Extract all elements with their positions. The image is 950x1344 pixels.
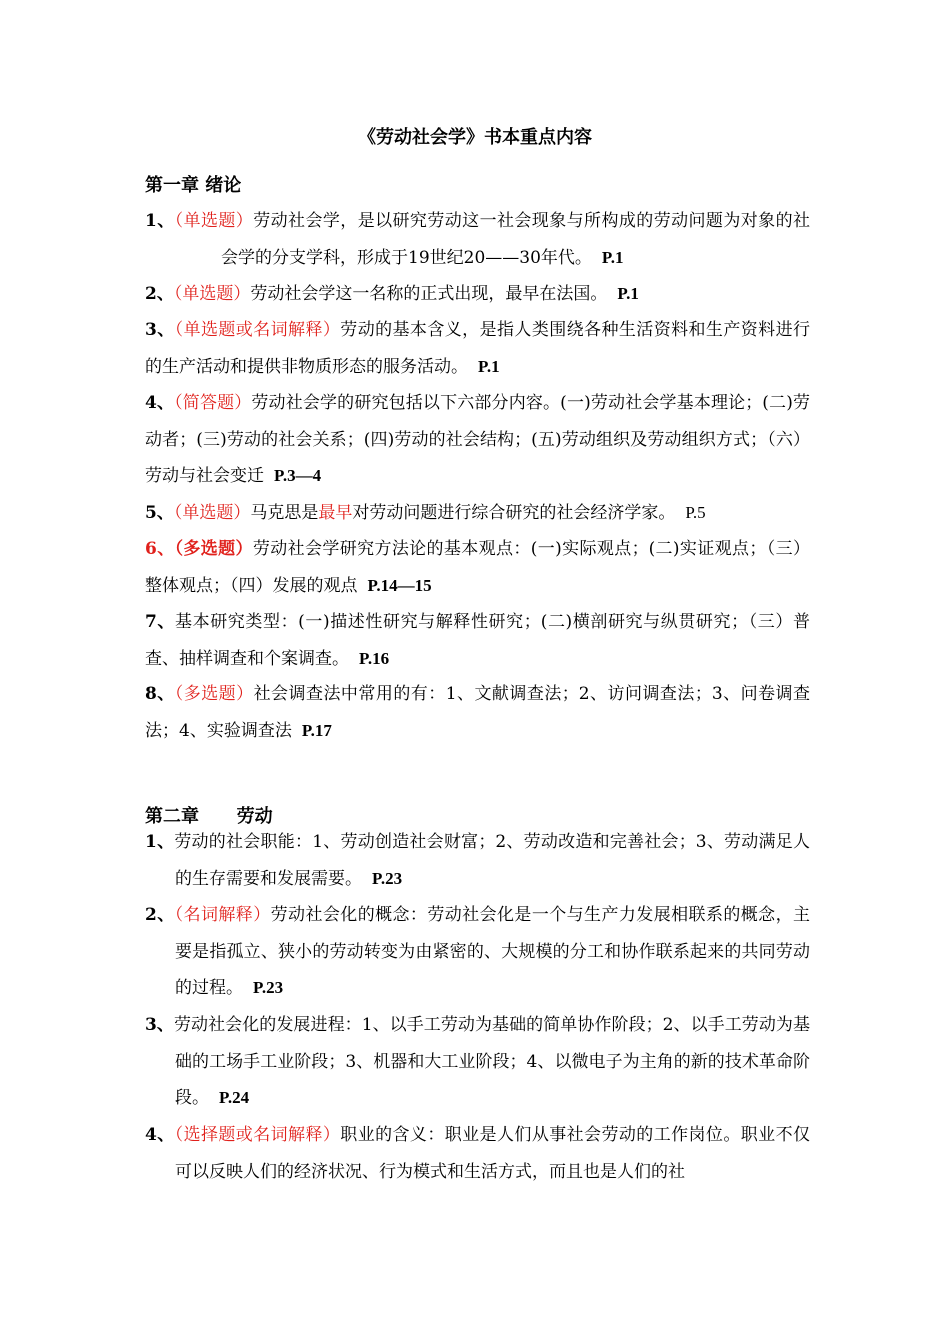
question-type-tag: （单选题） [173,503,251,523]
question-type-tag: （单选题） [174,211,254,231]
item-number: 7、 [145,612,176,632]
list-item [145,276,810,313]
item-text: 劳动社会学研究方法论的基本观点：(一)实际观点；(二)实证观点；（三）整体观点；（四）发展的观点 [145,539,810,596]
question-type-tag: （名词解释） [174,905,271,925]
item-text: 劳动社会学，是以研究劳动这一社会现象与所构成的劳动问题为对象的社会学的分支学科，形成于19世纪20——30年代。 [221,211,810,268]
item-text: 社会调查法中常用的有：1、文献调查法；2、访问调查法；3、问卷调查法；4、实验调查法 [145,684,810,741]
item-number: 2、 [145,905,175,925]
page-reference: P.1 [478,356,500,376]
item-text: 基本研究类型：(一)描述性研究与解释性研究；(二)横剖研究与纵贯研究；（三）普查、抽样调查和个案调查。 [145,612,810,669]
document-title: 《劳动社会学》书本重点内容 [358,127,592,148]
page-reference: P.14—15 [367,575,432,595]
item-text: 劳动社会学这一名称的正式出现，最早在法国。 [250,284,608,304]
item-number: 3、 [145,1015,174,1035]
page-reference: P.23 [372,868,403,888]
page-reference: P.24 [219,1088,250,1107]
page-reference: P.16 [359,648,390,668]
item-text: 对劳动问题进行综合研究的社会经济学家。 [352,503,676,523]
chapter-heading: 第二章 劳动 [145,806,273,827]
item-text: 劳动的社会职能：1、劳动创造社会财富；2、劳动改造和完善社会；3、劳动满足人的生存需要和发展需要。 [174,832,810,889]
list-item [145,604,810,677]
list-item [145,495,810,532]
question-type-tag: （单选题） [173,284,251,304]
list-item [145,312,810,385]
item-number: 4、 [145,393,175,413]
page-reference: P.23 [253,978,284,997]
item-number: 2、 [145,284,174,304]
question-type-tag: （多选题） [174,539,253,559]
item-number: 8、 [145,684,175,704]
item-text: 劳动社会学的研究包括以下六部分内容。(一)劳动社会学基本理论；(二)劳动者；(三)劳动的社会关系；(四)劳动的社会结构；(五)劳动组织及劳动组织方式；（六）劳动与社会变迁 [145,393,810,486]
item-number: 1、 [145,211,175,231]
item-number: 6、 [145,539,175,559]
page-reference: P.17 [301,720,332,740]
item-text: 马克思是 [250,503,319,523]
item-number: 3、 [145,320,175,340]
item-number: 4、 [145,1125,175,1145]
list-item [145,824,810,897]
list-item [145,676,810,749]
item-number: 1、 [145,832,175,852]
item-text: 劳动社会化的发展进程：1、以手工劳动为基础的简单协作阶段；2、以手工劳动为基础的工场手工业阶段；3、机器和大工业阶段；4、以微电子为主角的新的技术革命阶段。 [173,1015,810,1108]
list-item [145,1117,810,1190]
question-type-tag: （简答题） [174,393,252,413]
page-reference: P.3—4 [274,466,322,485]
item-text: 劳动社会化的概念：劳动社会化是一个与生产力发展相联系的概念，主要是指孤立、狭小的劳动转变为由紧密的、大规模的分工和协作联系起来的共同劳动的过程。 [175,905,810,998]
list-item [145,897,810,1007]
list-item [145,531,810,604]
question-type-tag: （选择题或名词解释） [174,1125,341,1145]
page-reference: P.5 [685,503,706,522]
question-type-tag: （单选题或名词解释） [174,320,341,340]
item-number: 5、 [145,503,174,523]
list-item [145,1007,810,1117]
chapter-heading: 第一章 绪论 [145,175,242,196]
list-item [145,385,810,495]
list-item [145,203,810,276]
page-reference: P.1 [601,247,624,267]
highlight-text: 最早 [318,503,353,523]
item-text: 职业的含义：职业是人们从事社会劳动的工作岗位。职业不仅可以反映人们的经济状况、行为模式和生活方式，而且也是人们的社 [175,1125,810,1182]
question-type-tag: （多选题） [174,684,254,704]
page-reference: P.1 [617,284,639,303]
item-text: 劳动的基本含义，是指人类围绕各种生活资料和生产资料进行的生产活动和提供非物质形态的服务活动。 [145,320,810,377]
